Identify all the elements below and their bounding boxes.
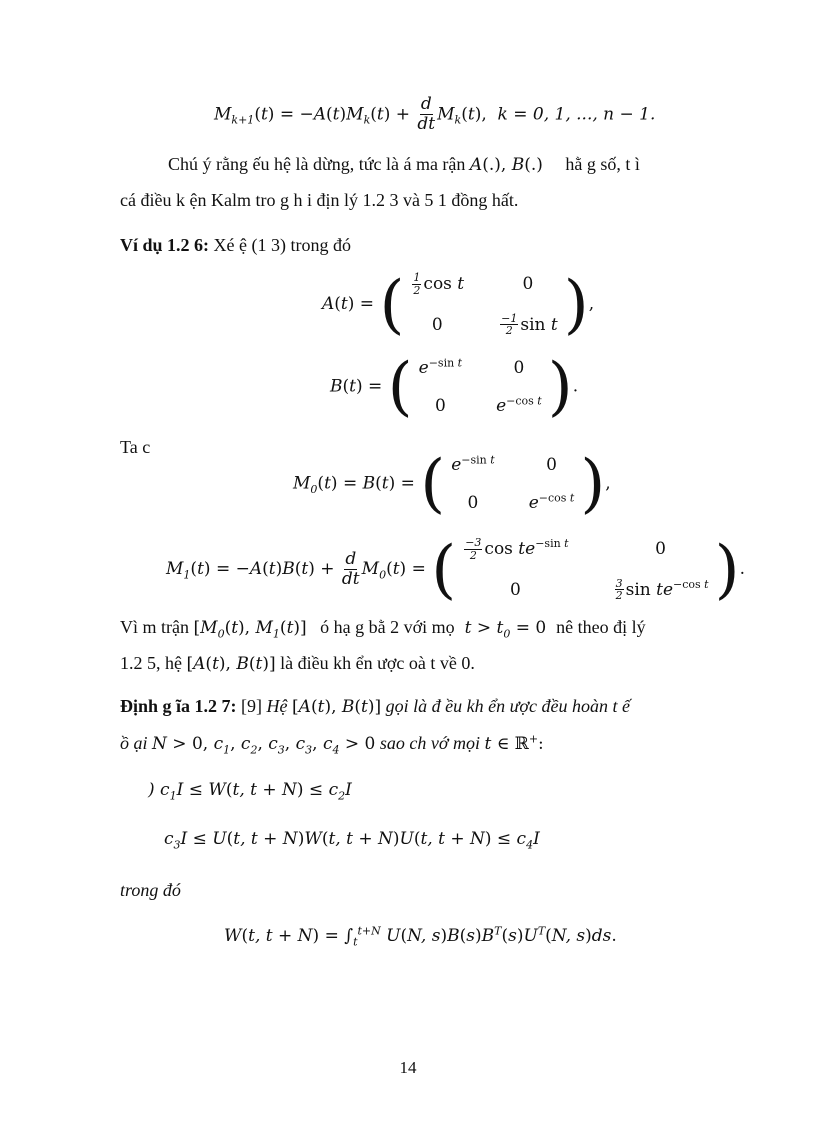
note-text: Chú ý rằng ếu hệ là dừng, tức là á ma rận bbox=[168, 154, 466, 174]
equation-w-integral: W(t, $t + N) = \int_t^{t+N}$ U(N, $s)B(s)B^T(s)U^T(N$, s)ds. bbox=[224, 924, 617, 949]
rank-text-e: là điều kh ển ược oà t về 0. bbox=[280, 653, 475, 673]
trong-do-text: trong đó bbox=[120, 880, 181, 900]
definition-text-b: gọi là đ ều kh ển ược đều hoàn t ế bbox=[385, 696, 631, 716]
condition-2: $c_3I \le U(t$, t + N)W(t, t + N)U(t, $t + N) \le c_4I$ bbox=[164, 829, 540, 852]
definition-label: Định g ĩa 1.2 7: bbox=[120, 696, 237, 716]
paragraph-rank-line-1: Vì m trận [$M_0(t)$, $M_1(t)$] ó hạ g bằ 2 với mọ $t > t_0 = 0$ nê theo đị lý bbox=[120, 617, 646, 641]
paragraph-note-line-2 bbox=[120, 190, 518, 211]
condition-1: ) $c_1I \le W(t$, $t + N) \le c_2I$ bbox=[148, 780, 352, 803]
note-text-end: hằ g số, t ì bbox=[565, 154, 640, 174]
definition-ref: [9] bbox=[241, 696, 263, 716]
page-number: 14 bbox=[399, 1058, 417, 1077]
equation-index-range: k = 0, 1, ..., n − 1. bbox=[497, 104, 656, 125]
equation-mk-recursion: $M_{k+1}(t) = -A(t)M_k(t)$ + $\frac{d}{dt}$ $M_k(t)$, k = 0, 1, ..., n − 1. bbox=[214, 94, 656, 134]
example-text: Xé ệ (1 3) trong đó bbox=[213, 235, 351, 255]
equation-m1: $M_1(t) = -A(t)B(t)$ + $\frac{d}{dt}$ $M_0(t)$ = ( $\frac{-3}{2}$ $\cos te^{-sin t}$ 0 0 $\frac{3}{2}$ $\sin te^{-cos t}$ ) . bbox=[166, 532, 745, 607]
paragraph-rank-line-2: 1.2 5, hệ [A(t), B(t)] là điều kh ển ược oà t về 0. bbox=[120, 653, 475, 674]
rank-text-b: ó hạ g bằ 2 với mọ bbox=[320, 617, 455, 637]
rank-text-d: 1.2 5, hệ bbox=[120, 653, 182, 673]
ta-co-text: Ta c bbox=[120, 437, 151, 457]
equation-m0: $M_0(t) = B(t)$ = ( $e^{-sin t}$ 0 0 $e^{-cos t}$ ) , bbox=[293, 447, 611, 521]
matrix-b-equation: B(t) = ( $e^{-sin t}$ 0 0 $e^{-cos t}$ ) . bbox=[330, 350, 579, 424]
condition-1-prefix: ) bbox=[148, 780, 155, 800]
example-label: Ví dụ 1.2 6: bbox=[120, 235, 210, 255]
definition-line-1: Định g ĩa 1.2 7: [9] Hệ [A(t), B(t)] gọi là đ ều kh ển ược đều hoàn t ế bbox=[120, 696, 631, 717]
matrix-a-equation: A(t) = ( $\frac{1}{2}$ cos t 0 0 $\frac{-1}{2}$ sin t ) , bbox=[322, 267, 595, 342]
rank-text-a: Vì m trận bbox=[120, 617, 189, 637]
note-text-2: cá điều k ện Kalm tro g h i địn lý 1.2 3 và 5 1 đồng hất. bbox=[120, 190, 519, 210]
definition-text-c: ồ ại bbox=[120, 733, 148, 753]
rank-text-c: nê theo đị lý bbox=[556, 617, 646, 637]
definition-line-2: ồ ại N > 0, $c_1$, $c_2$, $c_3$, $c_3$, $c_4 > 0$ sao ch vớ mọi t ∈ ℝ+: bbox=[120, 732, 544, 757]
example-heading bbox=[120, 235, 351, 256]
definition-text-d: sao ch vớ mọi bbox=[379, 733, 480, 753]
paragraph-note-line-1: Chú ý rằng ếu hệ là dừng, tức là á ma rận A(.), B(.) hằ g số, t ì bbox=[168, 154, 640, 175]
definition-text-a: Hệ bbox=[266, 696, 288, 716]
